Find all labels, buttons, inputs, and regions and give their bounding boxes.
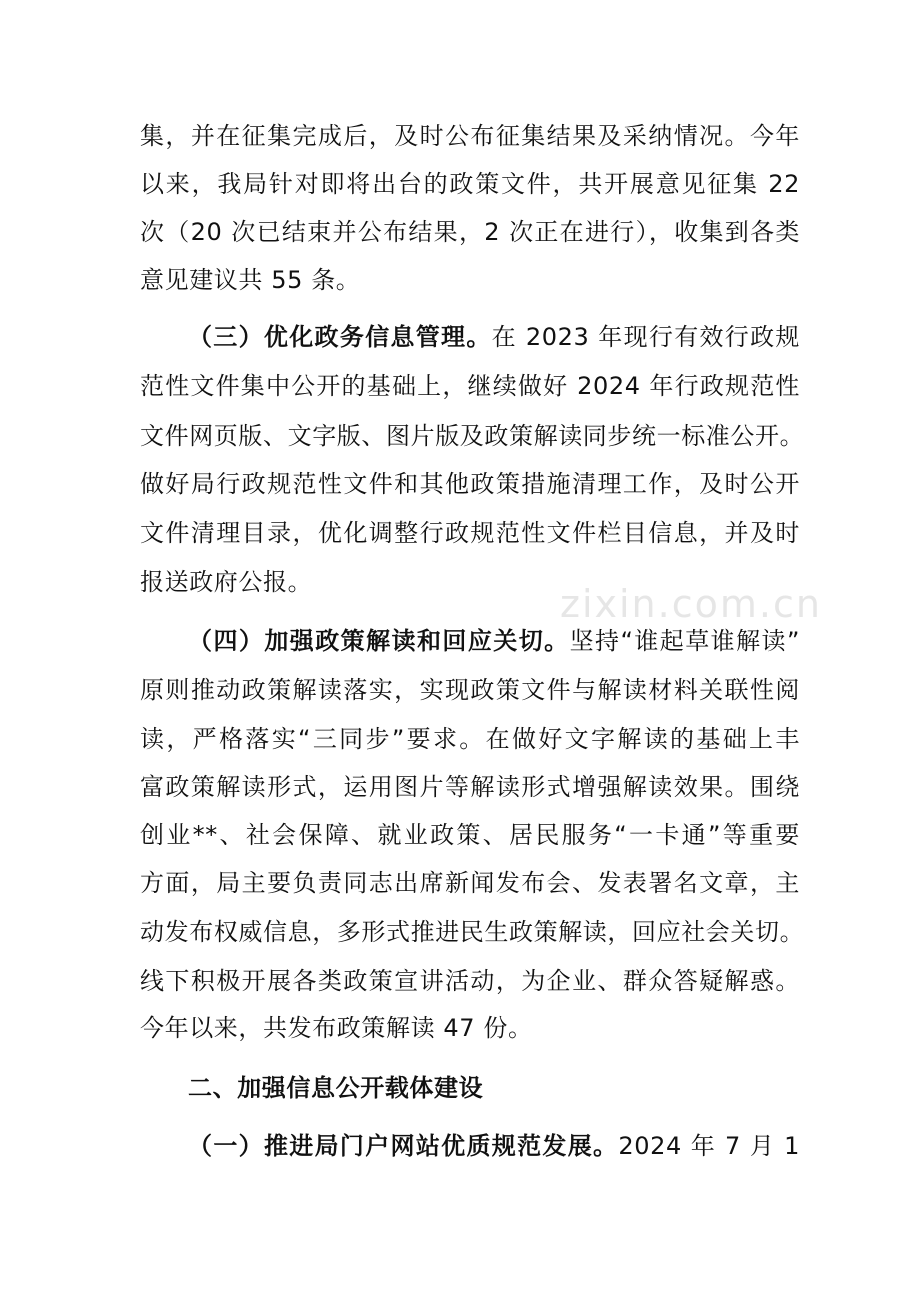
paragraph-line: 集，并在征集完成后，及时公布征集结果及采纳情况。今年 (140, 122, 800, 150)
paragraph-line: 意见建议共 55 条。 (140, 266, 361, 294)
section-heading: （三）优化政务信息管理。 (188, 323, 492, 351)
paragraph-line: 次（20 次已结束并公布结果，2 次正在进行），收集到各类 (140, 218, 800, 246)
paragraph-line: 创业**、社会保障、就业政策、居民服务“一卡通”等重要 (140, 821, 800, 849)
paragraph-line: 今年以来，共发布政策解读 47 份。 (140, 1014, 533, 1042)
paragraph-line: 富政策解读形式，运用图片等解读形式增强解读效果。围绕 (140, 773, 800, 801)
paragraph-line: 报送政府公报。 (140, 568, 313, 596)
paragraph-line: 以来，我局针对即将出台的政策文件，共开展意见征集 22 (140, 170, 800, 198)
paragraph-text: 坚持“谁起草谁解读” (569, 627, 800, 655)
section-heading-line (188, 322, 800, 352)
paragraph-line: 文件网页版、文字版、图片版及政策解读同步统一标准公开。 (140, 422, 805, 450)
paragraph-line: 动发布权威信息，多形式推进民生政策解读，回应社会关切。 (140, 918, 805, 946)
paragraph-line: 方面，局主要负责同志出席新闻发布会、发表署名文章，主 (140, 869, 800, 897)
paragraph-line: 线下积极开展各类政策宣讲活动，为企业、群众答疑解惑。 (140, 967, 800, 995)
section-heading-line (188, 626, 800, 656)
paragraph-line: 文件清理目录，优化调整行政规范性文件栏目信息，并及时 (140, 519, 800, 547)
paragraph-line: 做好局行政规范性文件和其他政策措施清理工作，及时公开 (140, 470, 800, 498)
paragraph-line: 范性文件集中公开的基础上，继续做好 2024 年行政规范性 (140, 372, 800, 400)
paragraph-line: 原则推动政策解读落实，实现政策文件与解读材料关联性阅 (140, 676, 800, 704)
section-heading: （一）推进局门户网站优质规范发展。 (188, 1132, 619, 1160)
paragraph-text: 2024 年 7 月 1 (618, 1132, 800, 1160)
paragraph-line: 读，严格落实“三同步”要求。在做好文字解读的基础上丰 (140, 725, 800, 753)
watermark: zixin.com.cn (560, 582, 822, 626)
section-heading: （四）加强政策解读和回应关切。 (188, 627, 570, 655)
chapter-heading: 二、加强信息公开载体建设 (188, 1074, 484, 1102)
paragraph-text: 在 2023 年现行有效行政规 (491, 323, 800, 351)
section-heading-line (188, 1131, 800, 1161)
